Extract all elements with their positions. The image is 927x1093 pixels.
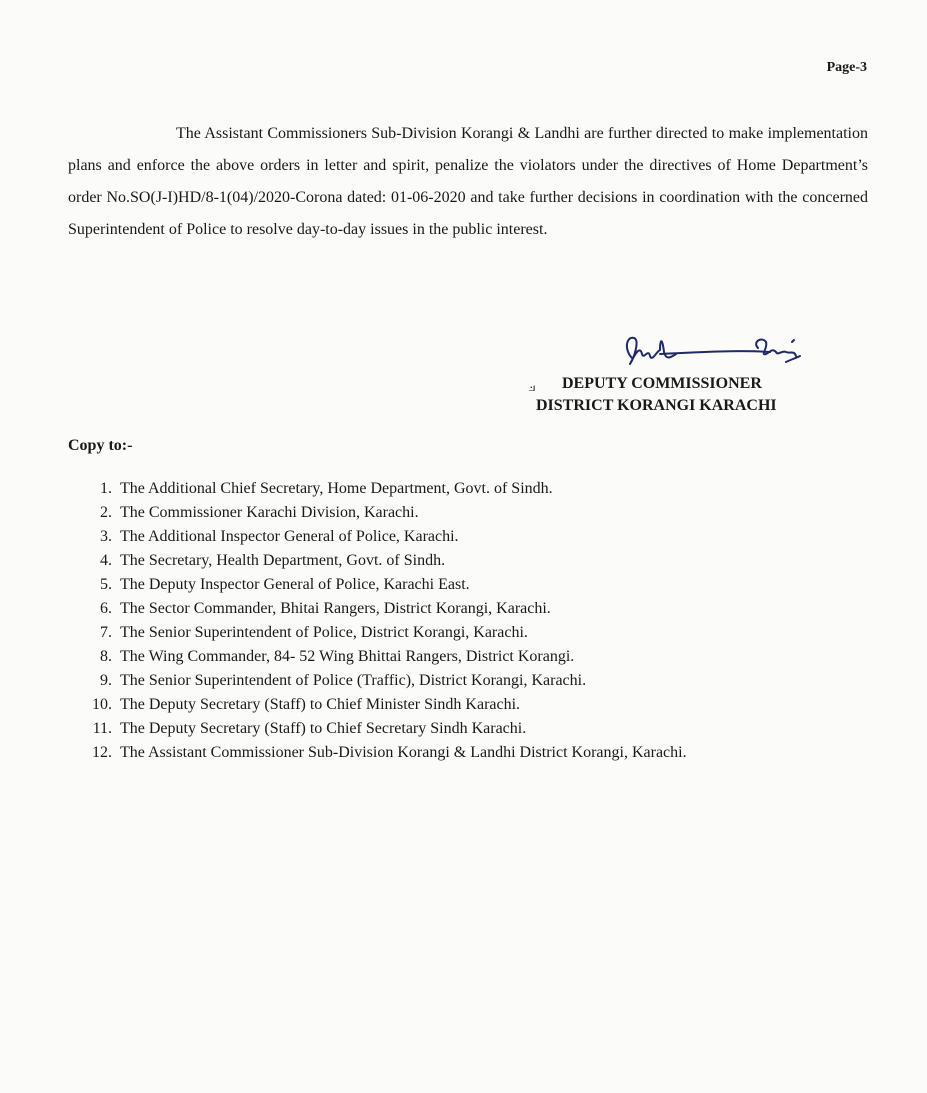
copy-to-list — [60, 477, 687, 765]
list-item-text: The Senior Superintendent of Police (Traffic), District Korangi, Karachi. — [120, 672, 587, 689]
list-item-number: 12. — [92, 744, 112, 761]
list-item — [60, 621, 687, 645]
list-item-text: The Deputy Secretary (Staff) to Chief Minister Sindh Karachi. — [120, 696, 521, 713]
list-item-text: The Deputy Secretary (Staff) to Chief Secretary Sindh Karachi. — [120, 720, 527, 737]
list-item-text: The Assistant Commissioner Sub-Division Korangi & Landhi District Korangi, Karachi. — [120, 744, 687, 761]
list-item — [60, 573, 687, 597]
list-item — [60, 597, 687, 621]
list-item-number: 2. — [100, 504, 112, 521]
page-number: Page-3 — [826, 60, 867, 75]
list-item — [60, 501, 687, 525]
list-item-text: The Senior Superintendent of Police, District Korangi, Karachi. — [120, 624, 528, 641]
list-item-text: The Deputy Inspector General of Police, Karachi East. — [120, 576, 470, 593]
list-item-text: The Additional Chief Secretary, Home Department, Govt. of Sindh. — [120, 480, 553, 497]
signatory-office: DISTRICT KORANGI KARACHI — [536, 397, 777, 414]
list-item — [60, 693, 687, 717]
list-item-number: 10. — [92, 696, 112, 713]
list-item-text: The Wing Commander, 84- 52 Wing Bhittai Rangers, District Korangi. — [120, 648, 575, 665]
signatory-block — [528, 373, 777, 417]
signatory-title: DEPUTY COMMISSIONER — [562, 375, 762, 392]
list-item — [60, 717, 687, 741]
tick-mark-icon: ⟓ — [528, 378, 536, 395]
list-item — [60, 477, 687, 501]
list-item-number: 7. — [100, 624, 112, 641]
list-item — [60, 669, 687, 693]
list-item-number: 4. — [100, 552, 112, 569]
list-item-number: 5. — [100, 576, 112, 593]
list-item-number: 8. — [100, 648, 112, 665]
list-item — [60, 741, 687, 765]
list-item — [60, 525, 687, 549]
list-item-text: The Additional Inspector General of Police, Karachi. — [120, 528, 459, 545]
handwritten-signature — [620, 328, 810, 376]
list-item-number: 9. — [100, 672, 112, 689]
list-item-number: 3. — [100, 528, 112, 545]
list-item — [60, 645, 687, 669]
list-item-text: The Commissioner Karachi Division, Karachi. — [120, 504, 419, 521]
body-paragraph: The Assistant Commissioners Sub-Division Korangi & Landhi are further directed to make implementation plans and enforce the above orders in letter and spirit, penalize the violators under the directives of Home Department’s order No.SO(J-I)HD/8-1(04)/2020-Corona dated: 01-06-2020 and take further decisions in coordination with the concerned Superintendent of Police to resolve day-to-day issues in the public interest. — [68, 125, 868, 238]
list-item-text: The Sector Commander, Bhitai Rangers, District Korangi, Karachi. — [120, 600, 551, 617]
list-item-number: 6. — [100, 600, 112, 617]
list-item-text: The Secretary, Health Department, Govt. of Sindh. — [120, 552, 446, 569]
list-item — [60, 549, 687, 573]
copy-to-heading: Copy to:- — [68, 437, 133, 454]
list-item-number: 1. — [100, 480, 112, 497]
list-item-number: 11. — [92, 720, 112, 737]
